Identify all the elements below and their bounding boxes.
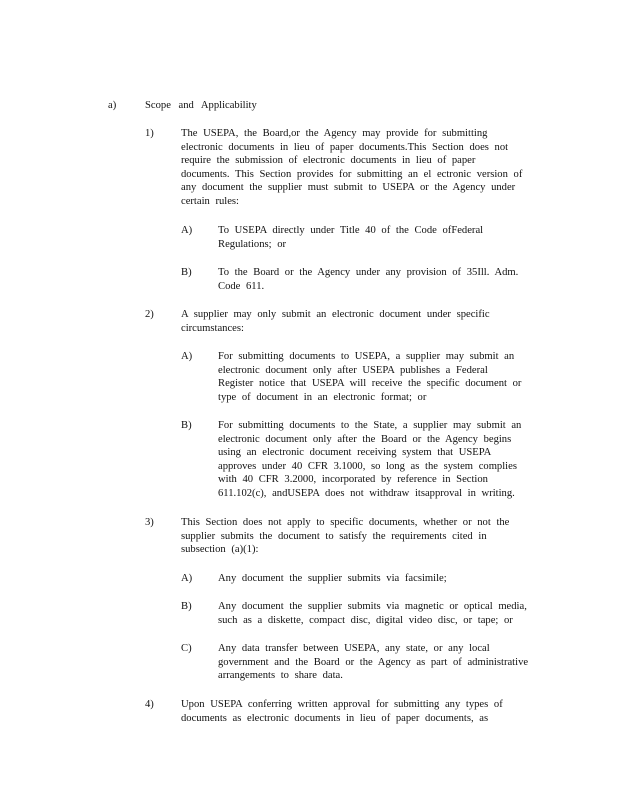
paragraph-4 <box>181 698 503 725</box>
text-line: supplier submits the document to satisfy the requirements cited in <box>181 530 487 542</box>
text-line: using an electronic document receiving system that USEPA <box>218 447 492 459</box>
paragraph-1 <box>181 127 522 209</box>
paragraph-label-3: 3) <box>145 517 154 528</box>
text-line: 611.102(c), andUSEPA does not withdraw itsapproval in writing. <box>218 487 515 499</box>
text-line: electronic document only after USEPA publishes a Federal <box>218 364 488 376</box>
text-line: Any document the supplier submits via magnetic or optical media, <box>218 601 527 612</box>
section-label-a: a) <box>108 100 117 111</box>
subparagraph-2b <box>218 419 521 501</box>
subparagraph-1b <box>218 266 518 293</box>
text-line: This Section does not apply to specific documents, whether or not the <box>181 517 510 528</box>
text-line: Code 611. <box>218 280 265 292</box>
text-line: type of document in an electronic format; or <box>218 391 427 403</box>
text-line: with 40 CFR 3.2000, incorporated by reference in Section <box>218 474 488 486</box>
text-line: subsection (a)(1): <box>181 544 259 556</box>
text-line: certain rules: <box>181 195 240 207</box>
subparagraph-label-1b: B) <box>181 267 192 278</box>
text-line: approves under 40 CFR 3.1000, so long as the system complies <box>218 460 517 472</box>
paragraph-label-1: 1) <box>145 128 154 139</box>
subparagraph-label-2b: B) <box>181 420 192 431</box>
text-line: arrangements to share data. <box>218 670 343 682</box>
text-line: circumstances: <box>181 322 244 334</box>
subparagraph-3b <box>218 600 527 627</box>
text-line: To the Board or the Agency under any provision of 35Ill. Adm. <box>218 267 519 278</box>
subparagraph-2a <box>218 350 521 404</box>
text-line: For submitting documents to USEPA, a supplier may submit an <box>218 351 515 362</box>
subparagraph-label-3b: B) <box>181 601 192 612</box>
text-line: government and the Board or the Agency as part of administrative <box>218 656 529 668</box>
subparagraph-3a <box>218 572 447 586</box>
section-heading: Scope and Applicability <box>145 100 257 111</box>
paragraph-label-2: 2) <box>145 309 154 320</box>
text-line: any document the supplier must submit to USEPA or the Agency under <box>181 182 516 194</box>
text-line: The USEPA, the Board,or the Agency may provide for submitting <box>181 128 488 139</box>
text-line: Any document the supplier submits via facsimile; <box>218 573 447 584</box>
subparagraph-label-3c: C) <box>181 643 192 654</box>
text-line: Any data transfer between USEPA, any state, or any local <box>218 643 490 654</box>
subparagraph-label-1a: A) <box>181 225 193 236</box>
paragraph-3 <box>181 516 509 557</box>
text-line: To USEPA directly under Title 40 of the Code ofFederal <box>218 225 484 236</box>
subparagraph-3c <box>218 642 528 683</box>
paragraph-2 <box>181 308 490 335</box>
subparagraph-label-2a: A) <box>181 351 193 362</box>
text-line: such as a diskette, compact disc, digital video disc, or tape; or <box>218 614 513 626</box>
text-line: require the submission of electronic documents in lieu of paper <box>181 155 476 167</box>
paragraph-label-4: 4) <box>145 699 154 710</box>
text-line: documents as electronic documents in lieu of paper documents, as <box>181 712 489 724</box>
text-line: For submitting documents to the State, a supplier may submit an <box>218 420 522 431</box>
subparagraph-1a <box>218 224 483 251</box>
text-line: Upon USEPA conferring written approval for submitting any types of <box>181 699 503 710</box>
text-line: electronic document only after the Board or the Agency begins <box>218 433 512 445</box>
text-line: electronic documents in lieu of paper documents.This Section does not <box>181 141 509 153</box>
text-line: Regulations; or <box>218 238 287 250</box>
text-line: documents. This Section provides for submitting an el ectronic version of <box>181 168 523 180</box>
subparagraph-label-3a: A) <box>181 573 193 584</box>
text-line: A supplier may only submit an electronic document under specific <box>181 309 490 320</box>
text-line: Register notice that USEPA will receive the specific document or <box>218 378 522 390</box>
